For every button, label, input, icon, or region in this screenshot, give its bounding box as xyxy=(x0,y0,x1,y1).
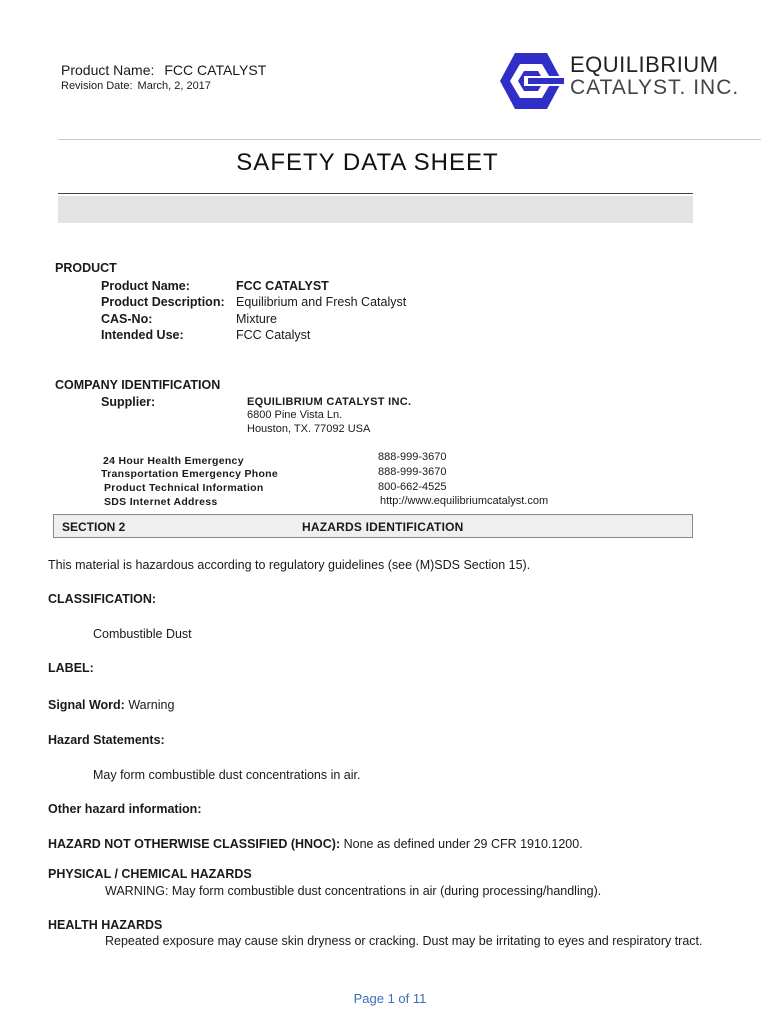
company-heading: COMPANY IDENTIFICATION xyxy=(55,378,221,392)
product-heading: PRODUCT xyxy=(55,261,117,275)
product-row-value: Equilibrium and Fresh Catalyst xyxy=(236,295,407,309)
signal-word-value: Warning xyxy=(128,698,175,712)
product-row-value: FCC Catalyst xyxy=(236,328,311,342)
health-hazards-heading: HEALTH HAZARDS xyxy=(48,918,163,932)
physical-hazards-text: WARNING: May form combustible dust concentrations in air (during processing/handling). xyxy=(105,884,602,898)
signal-word xyxy=(48,698,174,712)
supplier-name: EQUILIBRIUM CATALYST INC. xyxy=(247,396,412,408)
product-row xyxy=(101,312,501,328)
header-product-name-label: Product Name: xyxy=(61,62,155,78)
contact-label: Product Technical Information xyxy=(104,482,264,494)
product-row-label: Intended Use: xyxy=(101,328,184,342)
header-revision-value: March, 2, 2017 xyxy=(137,80,211,92)
title-shaded-bar xyxy=(58,196,693,223)
contact-value: 888-999-3670 xyxy=(378,466,447,478)
physical-hazards-heading: PHYSICAL / CHEMICAL HAZARDS xyxy=(48,867,252,881)
classification-value: Combustible Dust xyxy=(93,627,192,641)
product-row xyxy=(101,279,501,295)
product-row-label: Product Name: xyxy=(101,279,190,293)
contact-label: Transportation Emergency Phone xyxy=(101,468,279,480)
signal-word-label: Signal Word: xyxy=(48,698,125,712)
header-product-name-value: FCC CATALYST xyxy=(164,62,267,78)
section2-intro: This material is hazardous according to regulatory guidelines (see (M)SDS Section 15). xyxy=(48,558,531,572)
hnoc-value: None as defined under 29 CFR 1910.1200. xyxy=(343,837,583,851)
company-logo xyxy=(498,50,740,110)
contact-label: 24 Hour Health Emergency xyxy=(103,455,244,467)
section2-number: SECTION 2 xyxy=(62,520,126,534)
supplier-label: Supplier: xyxy=(101,395,156,409)
product-row-value: FCC CATALYST xyxy=(236,279,329,293)
page-number: Page 1 of 11 xyxy=(353,991,427,1006)
contact-value: 888-999-3670 xyxy=(378,451,447,463)
product-row-label: Product Description: xyxy=(101,295,225,309)
product-row-value: Mixture xyxy=(236,312,277,326)
supplier-address-line2: Houston, TX. 77092 USA xyxy=(247,423,371,435)
section2-title: HAZARDS IDENTIFICATION xyxy=(302,520,464,534)
product-row xyxy=(101,328,501,344)
section2-header xyxy=(53,514,693,538)
health-hazards-text: Repeated exposure may cause skin dryness or cracking. Dust may be irritating to eyes and respiratory tract. xyxy=(105,934,703,948)
header-revision-label: Revision Date: xyxy=(61,80,133,92)
classification-heading: CLASSIFICATION: xyxy=(48,592,157,606)
header-product-name xyxy=(61,62,266,78)
header-revision-date xyxy=(61,80,211,92)
product-row-label: CAS-No: xyxy=(101,312,153,326)
document-title: SAFETY DATA SHEET xyxy=(236,149,499,176)
other-hazard-heading: Other hazard information: xyxy=(48,802,202,816)
logo-text-line1: EQUILIBRIUM xyxy=(570,52,719,77)
contact-value: 800-662-4525 xyxy=(378,481,447,493)
hnoc-label: HAZARD NOT OTHERWISE CLASSIFIED (HNOC): xyxy=(48,837,341,851)
supplier-address-line1: 6800 Pine Vista Ln. xyxy=(247,409,343,421)
contact-value-url[interactable]: http://www.equilibriumcatalyst.com xyxy=(380,495,549,507)
product-row xyxy=(101,295,501,311)
hexagon-logo-icon xyxy=(498,50,564,112)
label-heading: LABEL: xyxy=(48,661,94,675)
hnoc-line xyxy=(48,837,583,851)
hazard-statement: May form combustible dust concentrations in air. xyxy=(93,768,361,782)
logo-text-line2: CATALYST. INC. xyxy=(570,76,740,99)
header-divider xyxy=(58,139,761,140)
hazard-statements-heading: Hazard Statements: xyxy=(48,733,165,747)
contact-label: SDS Internet Address xyxy=(104,496,218,508)
title-divider xyxy=(58,193,693,194)
